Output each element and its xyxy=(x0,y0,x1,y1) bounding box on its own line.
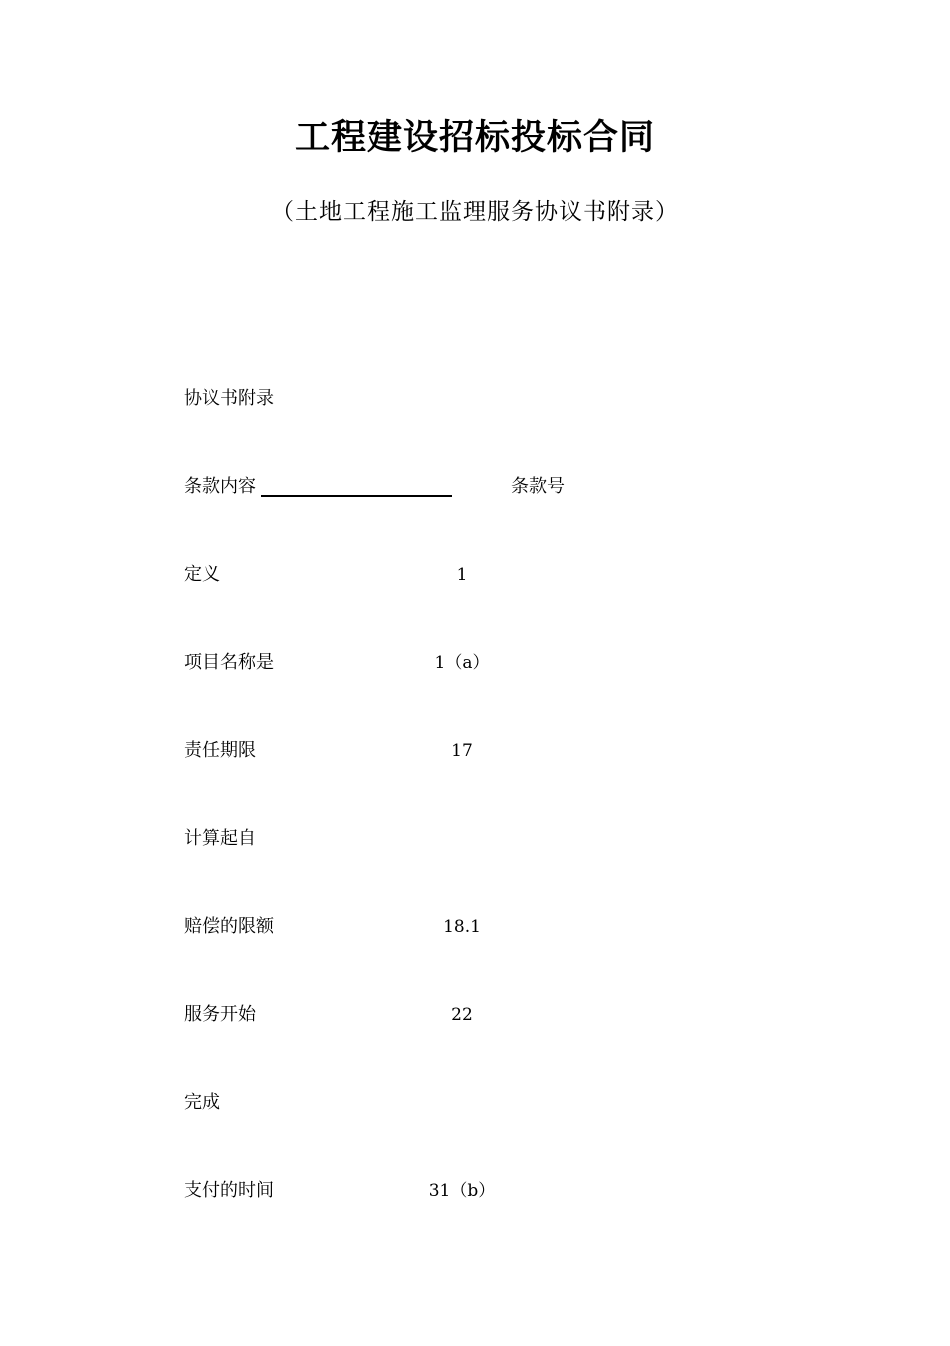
table-row xyxy=(184,915,684,941)
row-label: 完成 xyxy=(184,1092,220,1113)
header-content-label: 条款内容 xyxy=(184,476,256,497)
row-clause: 1（a） xyxy=(434,653,490,673)
document-subtitle: （土地工程施工监理服务协议书附录） xyxy=(271,199,679,225)
row-label: 责任期限 xyxy=(184,740,256,761)
row-label: 赔偿的限额 xyxy=(184,916,274,937)
table-row xyxy=(184,651,684,677)
table-row xyxy=(184,1179,684,1205)
row-label: 服务开始 xyxy=(184,1004,256,1025)
header-underline xyxy=(261,495,452,497)
row-label: 定义 xyxy=(184,564,220,585)
table-row xyxy=(184,739,684,765)
table-row xyxy=(184,563,684,589)
row-clause: 1 xyxy=(456,565,468,585)
row-clause: 22 xyxy=(451,1005,473,1025)
table-row xyxy=(184,827,684,853)
row-clause: 31（b） xyxy=(428,1181,496,1201)
header-clause-no-label: 条款号 xyxy=(511,476,565,497)
document-title: 工程建设招标投标合同 xyxy=(294,118,655,158)
table-header xyxy=(184,475,684,501)
row-label: 支付的时间 xyxy=(184,1180,274,1201)
section-label: 协议书附录 xyxy=(184,388,274,409)
table-row xyxy=(184,1091,684,1117)
row-label: 计算起自 xyxy=(184,828,256,849)
row-clause: 17 xyxy=(451,741,473,761)
row-label: 项目名称是 xyxy=(184,652,274,673)
table-row xyxy=(184,1003,684,1029)
row-clause: 18.1 xyxy=(443,917,481,937)
